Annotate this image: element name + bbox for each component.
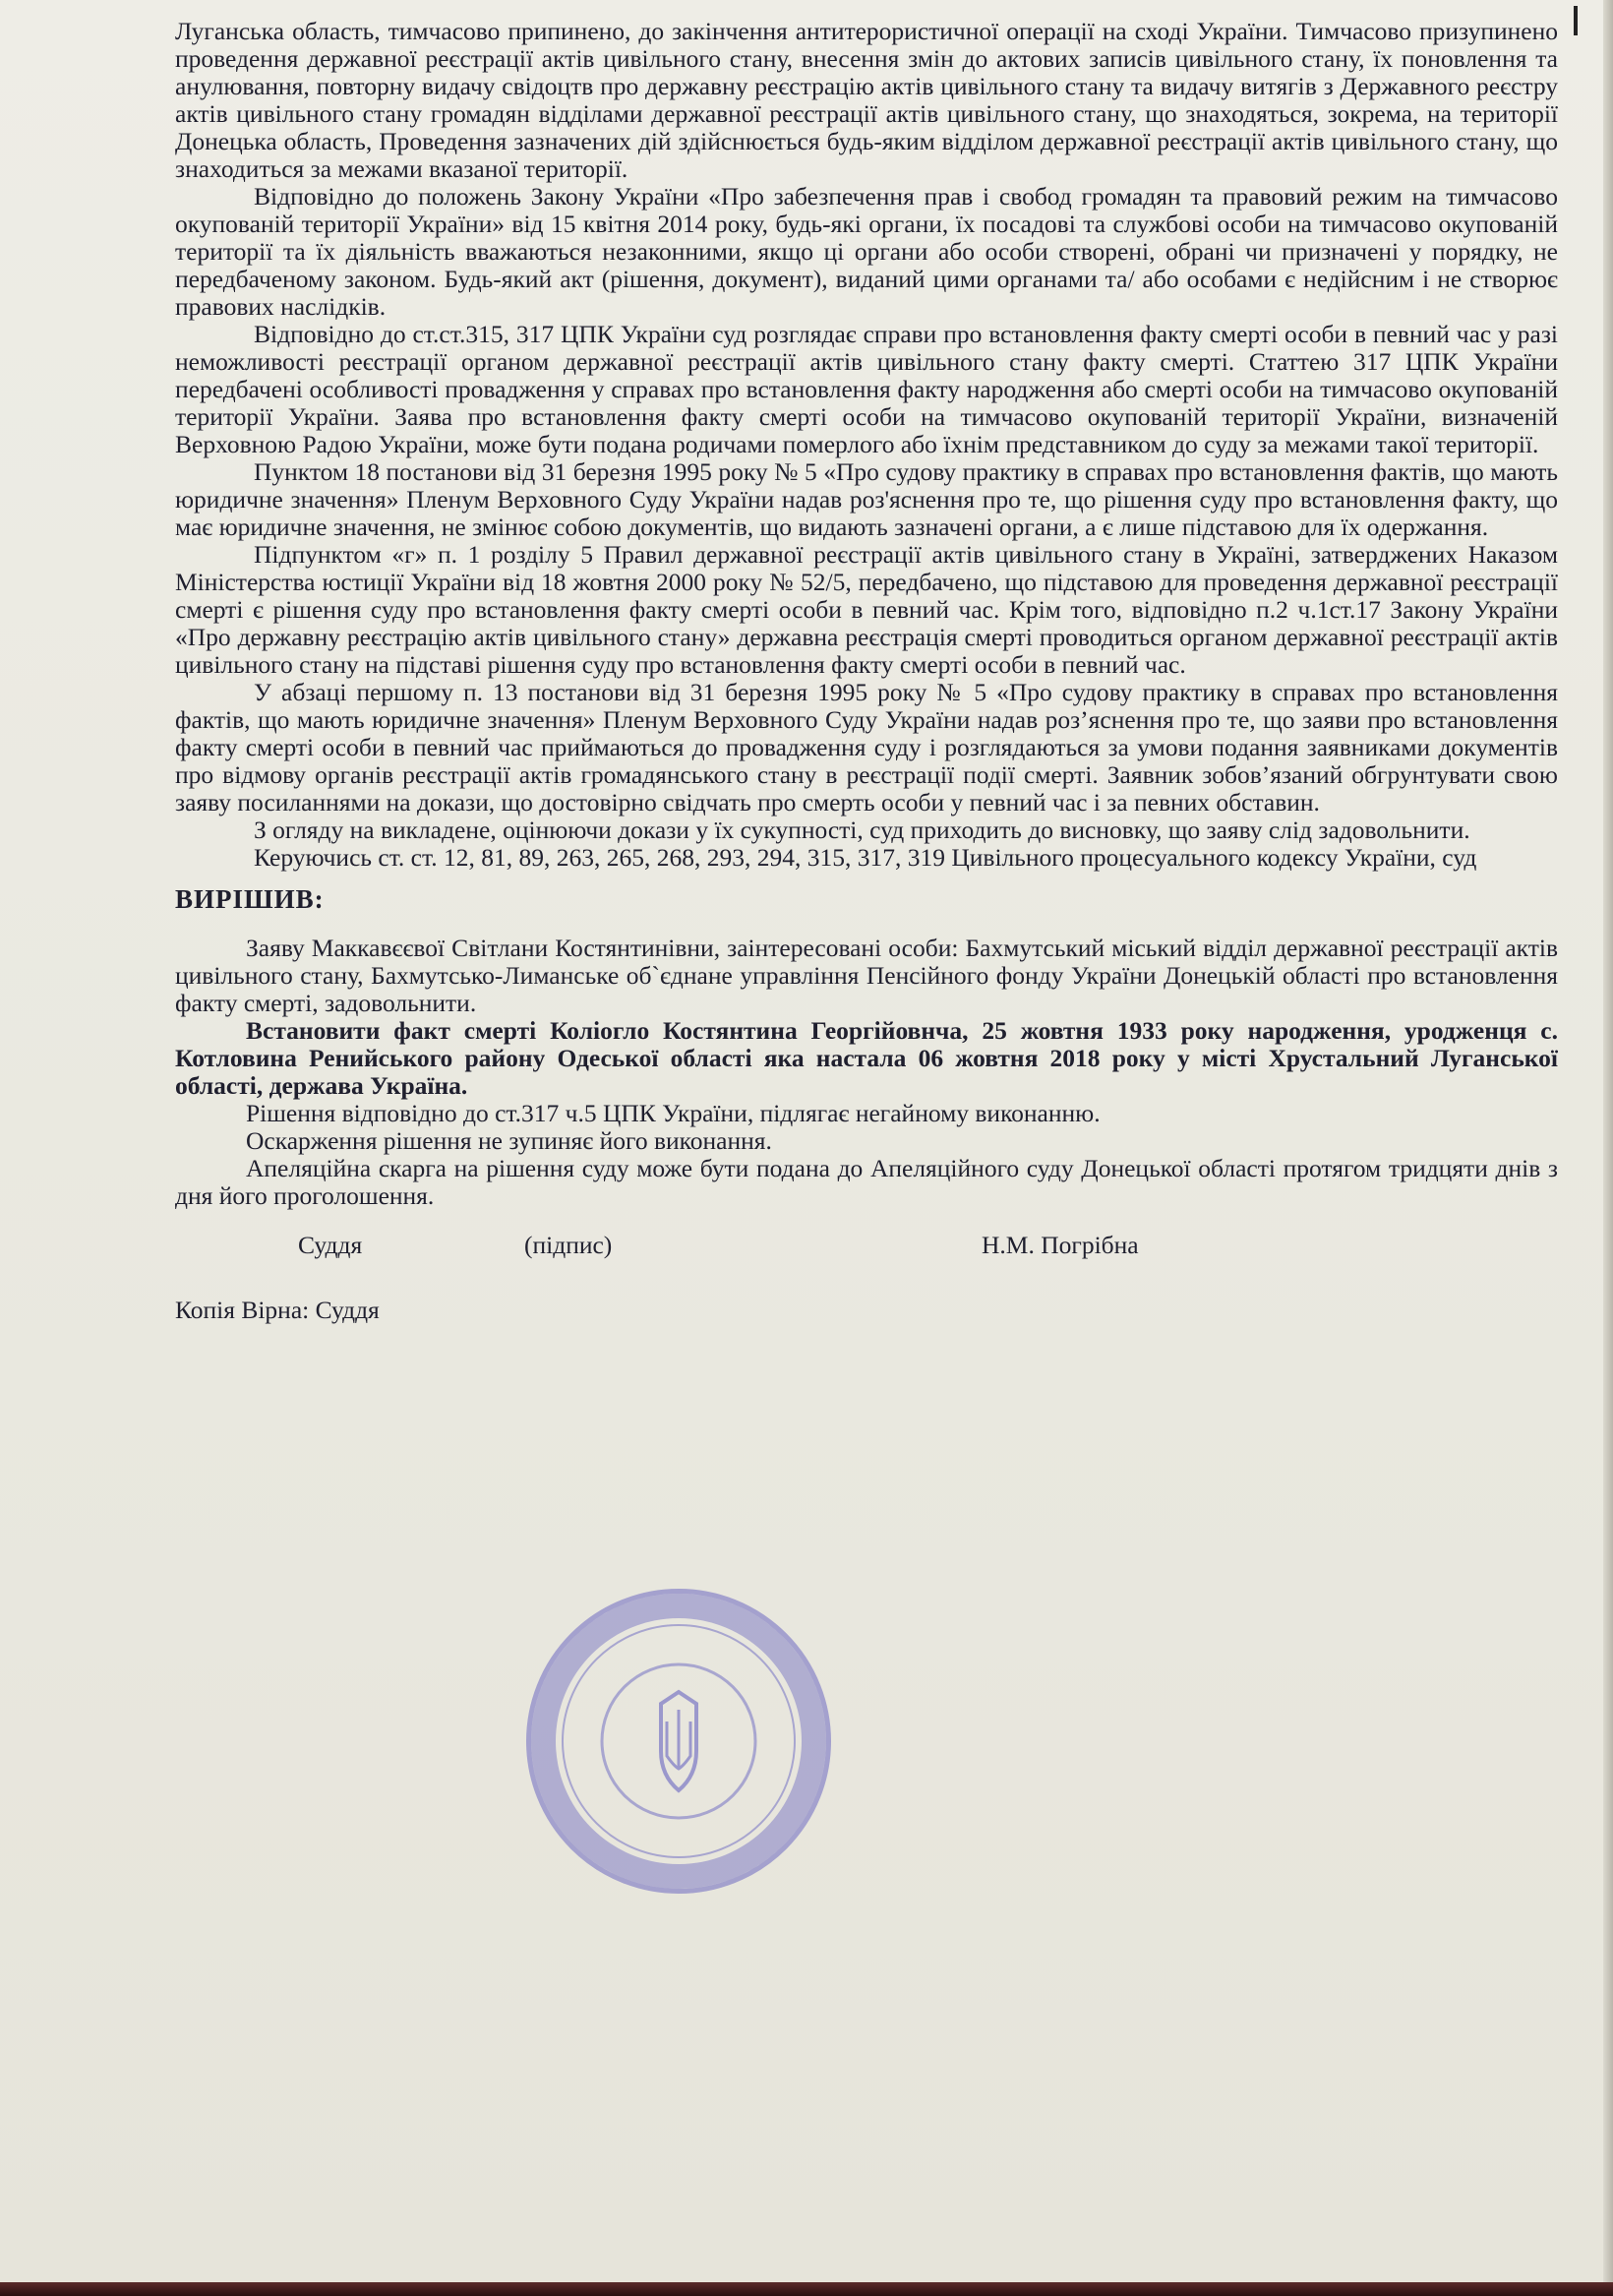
signature-placeholder: (підпис) bbox=[524, 1231, 613, 1259]
scan-right-edge bbox=[1603, 0, 1613, 2296]
signature-role: Суддя bbox=[298, 1231, 363, 1259]
paragraph-law-occupied: Відповідно до положень Закону України «Про забезпечення прав і свобод громадян та правовий режим на тимчасово окупованій території України» від 15 квітня 2014 року, будь-які органи, їх посадові та службові особи на тимчасово окупованій території та їх діяльність вважаються незаконними, якщо ці органи або особи створені, обрані чи призначені у порядку, не передбаченому законом. Будь-який акт (рішення, документ), виданий цими органами та/ або особами є недійсним і не створює правових наслідків. bbox=[175, 182, 1558, 321]
paragraph-decision-claim: Заяву Маккавєєвої Світлани Костянтинівни, заінтересовані особи: Бахмутський міський відділ державної реєстрації актів цивільного стану, Бахмутсько-Лиманське об`єднане управління Пенсійного фонду України Донецькій області про встановлення факту смерті, задовольнити. bbox=[175, 934, 1558, 1017]
paragraph-rules-registration: Підпунктом «г» п. 1 розділу 5 Правил державної реєстрації актів цивільного стану в Україні, затверджених Наказом Міністерства юстиції України від 18 жовтня 2000 року № 52/5, передбачено, що підставою для проведення державної реєстрації смерті є рішення суду про встановлення факту смерті особи в певний час. Крім того, відповідно п.2 ч.1ст.17 Закону України «Про державну реєстрацію актів цивільного стану» державна реєстрація смерті проводиться органом державної реєстрації актів цивільного стану на підставі рішення суду про встановлення факту смерті особи в певний час. bbox=[175, 540, 1558, 679]
paragraph-conclusion: З огляду на викладене, оцінюючи докази у їх сукупності, суд приходить до висновку, що заяву слід задовольнити. bbox=[254, 816, 1470, 844]
paragraph-appeal-info: Апеляційна скарга на рішення суду може бути подана до Апеляційного суду Донецької області протягом тридцяти днів з дня його проголошення. bbox=[175, 1154, 1558, 1210]
paragraph-decision-fact: Встановити факт смерті Коліогло Костянтина Георгійовнча, 25 жовтня 1933 року народження, уродженця с. Котловина Ренийського району Одеської області яка настала 06 жовтня 2018 року у місті Хрустальний Луганської області, держава Україна. bbox=[175, 1016, 1558, 1100]
edge-mark bbox=[1574, 6, 1578, 35]
paragraph-plenum-18: Пунктом 18 постанови від 31 березня 1995 року № 5 «Про судову практику в справах про встановлення фактів, що мають юридичне значення» Пленум Верховного Суду України надав роз'яснення про те, що рішення суду про встановлення факту, що має юридичне значення, не змінює собою документів, що видають зазначені органи, а є лише підставою для їх одержання. bbox=[175, 457, 1558, 541]
court-seal-stamp bbox=[526, 1589, 831, 1894]
decision-heading: ВИРІШИВ: bbox=[175, 884, 325, 914]
paragraph-cpc-315: Відповідно до ст.ст.315, 317 ЦПК України суд розглядає справи про встановлення факту смерті особи в певний час у разі неможливості реєстрації органом державної реєстрації актів цивільного стану факту смерті. Статтею 317 ЦПК України передбачені особливості провадження у справах про встановлення факту народження або смерті особи на тимчасово окупованій території України. Заява про встановлення факту смерті особи на тимчасово окупованій території України, визначеній Верховною Радою України, може бути подана родичами померлого або їхнім представником до суду за межами такої території. bbox=[175, 320, 1558, 458]
paragraph-plenum-13: У абзаці першому п. 13 постанови від 31 березня 1995 року № 5 «Про судову практику в справах про встановлення фактів, що мають юридичне значення» Пленум Верховного Суду України надав роз’яснення про те, що заяви про встановлення факту смерті особи в певний час приймаються до провадження суду і розглядаються за умови подання заявниками документів про відмову органів реєстрації актів громадянського стану в реєстрації події смерті. Заявник зобов’язаний обгрунтувати свою заяву посиланнями на докази, що достовірно свідчать про смерть особи у певний час і за певних обставин. bbox=[175, 678, 1558, 816]
signature-row bbox=[175, 1232, 1558, 1271]
paragraph-intro: Луганська область, тимчасово припинено, до закінчення антитерористичної операції на сході України. Тимчасово призупинено проведення державної реєстрації актів цивільного стану, внесення змін до актових записів цивільного стану, їх поновлення та анулювання, повторну видачу свідоцтв про державну реєстрацію актів цивільного стану та видачу витягів з Державного реєстру актів цивільного стану громадян відділами державної реєстрації актів цивільного стану, що знаходяться, зокрема, на території Донецька область, Проведення зазначених дій здійснюється будь-яким відділом державної реєстрації актів цивільного стану, що знаходиться за межами вказаної території. bbox=[175, 17, 1558, 183]
paragraph-appeal-no-suspend: Оскарження рішення не зупиняє його виконання. bbox=[246, 1126, 772, 1155]
paragraph-immediate-execution: Рішення відповідно до ст.317 ч.5 ЦПК України, підлягає негайному виконанню. bbox=[246, 1099, 1101, 1127]
copy-certified-line: Копія Вірна: Суддя bbox=[175, 1296, 380, 1324]
document-body bbox=[175, 18, 1558, 1324]
signature-name: Н.М. Погрібна bbox=[982, 1231, 1139, 1259]
seal-emblem-icon bbox=[531, 1594, 826, 1889]
scan-bottom-edge bbox=[0, 2282, 1613, 2296]
paragraph-guided-by: Керуючись ст. ст. 12, 81, 89, 263, 265, 268, 293, 294, 315, 317, 319 Цивільного процесуального кодексу України, суд bbox=[254, 843, 1477, 872]
